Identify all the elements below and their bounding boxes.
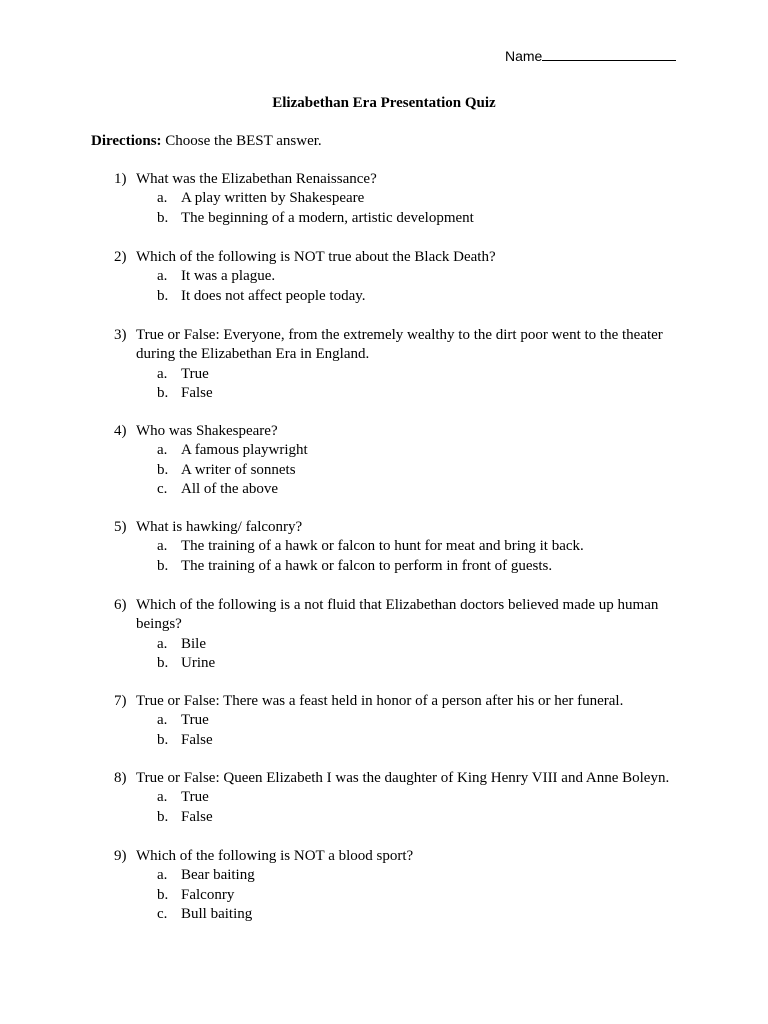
option-letter: a.	[157, 712, 168, 729]
question-text: Which of the following is a not fluid that Elizabethan doctors believed made up human beings?	[136, 597, 659, 633]
name-field	[505, 47, 676, 65]
question-2	[114, 248, 674, 306]
option-text: False	[181, 385, 213, 402]
option-text: It does not affect people today.	[181, 287, 366, 304]
option-text: True	[181, 365, 209, 382]
answer-option	[114, 711, 674, 730]
option-text: A writer of sonnets	[181, 461, 296, 478]
option-text: The beginning of a modern, artistic development	[181, 209, 474, 226]
option-letter: b.	[157, 808, 169, 825]
question-number: 7)	[114, 693, 127, 709]
question-text: Who was Shakespeare?	[136, 423, 278, 439]
question-number: 3)	[114, 327, 127, 343]
answer-option	[114, 480, 674, 499]
page-title: Elizabethan Era Presentation Quiz	[272, 95, 496, 111]
option-text: All of the above	[181, 481, 279, 498]
option-text: The training of a hawk or falcon to perform in front of guests.	[181, 557, 553, 574]
option-text: True	[181, 789, 209, 806]
answer-option	[114, 635, 674, 654]
question-7	[114, 692, 674, 750]
option-text: Urine	[181, 655, 216, 672]
question-number: 4)	[114, 423, 127, 439]
answer-option	[114, 209, 674, 228]
question-number: 6)	[114, 597, 127, 613]
answer-option	[114, 441, 674, 460]
option-letter: a.	[157, 365, 168, 382]
answer-option	[114, 537, 674, 556]
option-letter: b.	[157, 655, 169, 672]
question-3	[114, 326, 674, 404]
question-text: True or False: Queen Elizabeth I was the daughter of King Henry VIII and Anne Boleyn.	[136, 770, 670, 786]
option-letter: a.	[157, 538, 168, 555]
question-text: What was the Elizabethan Renaissance?	[136, 171, 377, 187]
directions	[91, 132, 322, 151]
question-number: 2)	[114, 249, 127, 265]
option-text: A play written by Shakespeare	[181, 190, 365, 207]
answer-option	[114, 365, 674, 384]
answer-option	[114, 557, 674, 576]
option-letter: a.	[157, 190, 168, 207]
option-letter: b.	[157, 731, 169, 748]
answer-option	[114, 808, 674, 827]
option-letter: a.	[157, 442, 168, 459]
name-label: Name	[505, 48, 543, 64]
name-blank-line	[542, 47, 676, 61]
question-text: True or False: Everyone, from the extremely wealthy to the dirt poor went to the theater during the Elizabethan Era in England.	[136, 327, 663, 363]
answer-option	[114, 866, 674, 885]
question-4	[114, 422, 674, 500]
option-letter: b.	[157, 461, 169, 478]
answer-option	[114, 886, 674, 905]
question-text: What is hawking/ falconry?	[136, 519, 303, 535]
option-letter: c.	[157, 906, 168, 923]
question-9	[114, 847, 674, 925]
option-letter: b.	[157, 287, 169, 304]
answer-option	[114, 384, 674, 403]
answer-option	[114, 905, 674, 924]
answer-option	[114, 731, 674, 750]
question-number: 5)	[114, 519, 127, 535]
option-text: It was a plague.	[181, 268, 276, 285]
option-text: Bear baiting	[181, 867, 255, 884]
option-text: True	[181, 712, 209, 729]
directions-label: Directions:	[91, 133, 162, 149]
answer-option	[114, 654, 674, 673]
option-letter: b.	[157, 385, 169, 402]
question-8	[114, 769, 674, 827]
question-text: True or False: There was a feast held in honor of a person after his or her funeral.	[136, 693, 624, 709]
option-text: False	[181, 731, 213, 748]
option-letter: a.	[157, 867, 168, 884]
answer-option	[114, 788, 674, 807]
option-text: Bile	[181, 635, 206, 652]
answer-option	[114, 267, 674, 286]
option-text: The training of a hawk or falcon to hunt for meat and bring it back.	[181, 538, 584, 555]
option-letter: b.	[157, 557, 169, 574]
option-text: A famous playwright	[181, 442, 308, 459]
option-text: Falconry	[181, 886, 235, 903]
option-letter: a.	[157, 268, 168, 285]
option-letter: a.	[157, 635, 168, 652]
directions-text: Choose the BEST answer.	[165, 133, 322, 149]
option-letter: b.	[157, 209, 169, 226]
option-text: False	[181, 808, 213, 825]
question-text: Which of the following is NOT true about the Black Death?	[136, 249, 496, 265]
question-1	[114, 170, 674, 228]
question-text: Which of the following is NOT a blood sport?	[136, 848, 414, 864]
question-5	[114, 518, 674, 576]
answer-option	[114, 189, 674, 208]
question-6	[114, 596, 674, 674]
option-letter: c.	[157, 481, 168, 498]
answer-option	[114, 461, 674, 480]
option-letter: a.	[157, 789, 168, 806]
option-text: Bull baiting	[181, 906, 253, 923]
question-number: 1)	[114, 171, 127, 187]
option-letter: b.	[157, 886, 169, 903]
question-number: 9)	[114, 848, 127, 864]
question-number: 8)	[114, 770, 127, 786]
answer-option	[114, 287, 674, 306]
